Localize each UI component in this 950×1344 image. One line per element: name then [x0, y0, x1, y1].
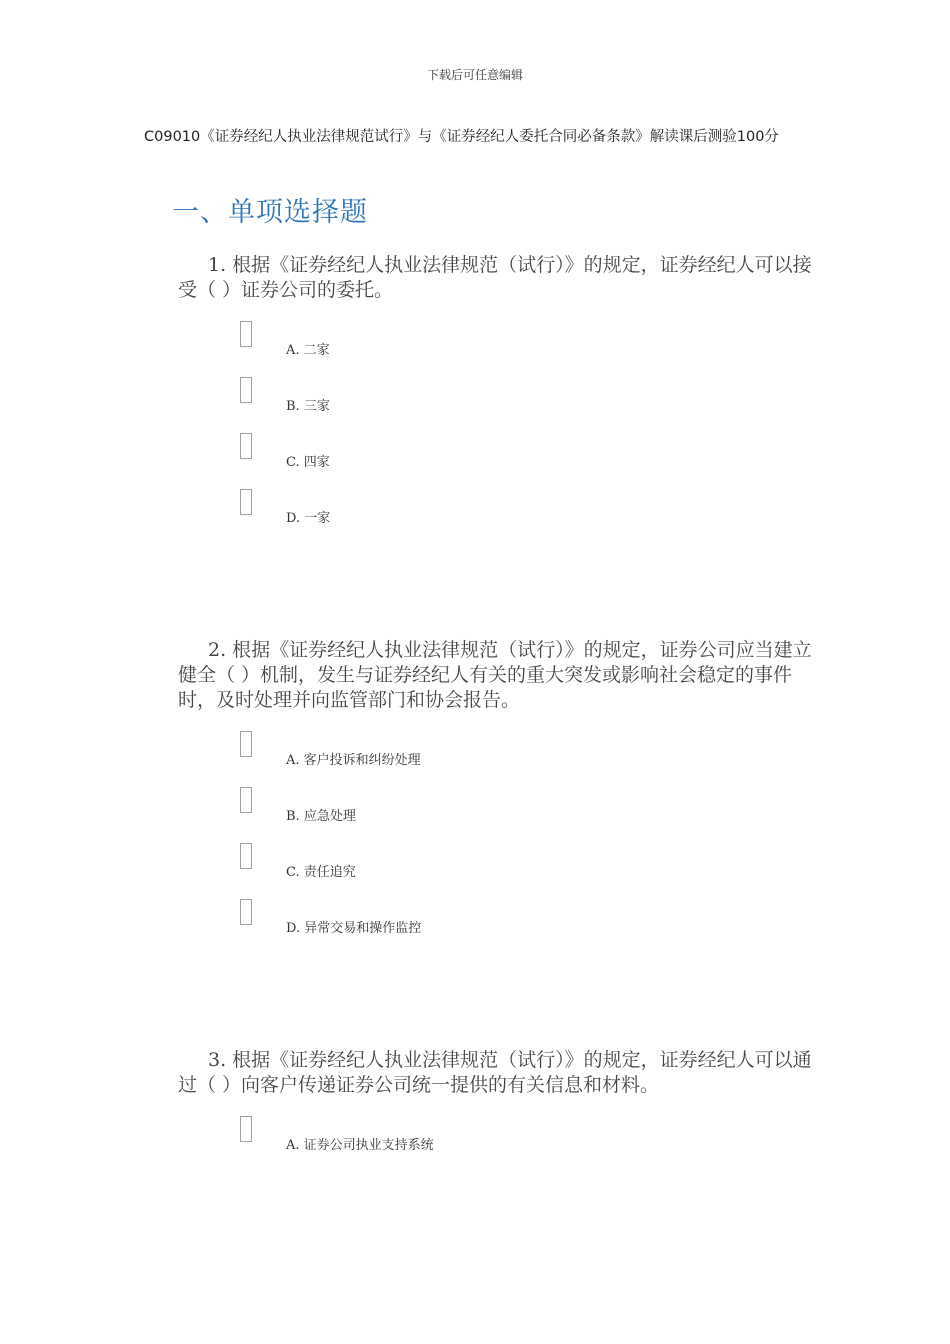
option-label: A. 证券公司执业支持系统 — [286, 1138, 434, 1153]
option-label: B. 应急处理 — [286, 809, 356, 824]
option-d[interactable] — [178, 899, 828, 955]
option-a[interactable] — [178, 731, 828, 787]
checkbox[interactable] — [240, 731, 252, 757]
checkbox[interactable] — [240, 321, 252, 347]
option-label: D. 异常交易和操作监控 — [286, 921, 422, 936]
options-list — [178, 731, 828, 955]
option-label: A. 二家 — [286, 343, 330, 358]
question-2 — [178, 638, 828, 955]
checkbox[interactable] — [240, 899, 252, 925]
checkbox[interactable] — [240, 377, 252, 403]
option-label: C. 责任追究 — [286, 865, 356, 880]
question-1 — [178, 253, 828, 545]
option-b[interactable] — [178, 787, 828, 843]
options-list — [178, 1116, 828, 1172]
option-c[interactable] — [178, 843, 828, 899]
question-text: 2. 根据《证券经纪人执业法律规范（试行）》的规定，证券公司应当建立健全（ ）机制，发生与证券经纪人有关的重大突发或影响社会稳定的事件时，及时处理并向监管部门和协会报告。 — [178, 639, 812, 711]
options-list — [178, 321, 828, 545]
option-label: B. 三家 — [286, 399, 330, 414]
section-heading: 一、单项选择题 — [172, 197, 368, 228]
checkbox[interactable] — [240, 489, 252, 515]
option-label: C. 四家 — [286, 455, 330, 470]
option-label: D. 一家 — [286, 511, 331, 526]
option-a[interactable] — [178, 321, 828, 377]
option-a[interactable] — [178, 1116, 828, 1172]
header-note: 下载后可任意编辑 — [426, 68, 523, 82]
option-c[interactable] — [178, 433, 828, 489]
question-3 — [178, 1048, 828, 1172]
document-title: C09010《证券经纪人执业法律规范试行》与《证券经纪人委托合同必备条款》解读课后测验100分 — [144, 129, 779, 145]
checkbox[interactable] — [240, 433, 252, 459]
question-text: 3. 根据《证券经纪人执业法律规范（试行）》的规定，证券经纪人可以通过（ ）向客户传递证券公司统一提供的有关信息和材料。 — [178, 1049, 812, 1096]
question-text: 1. 根据《证券经纪人执业法律规范（试行）》的规定，证券经纪人可以接受（ ）证券公司的委托。 — [178, 254, 812, 301]
checkbox[interactable] — [240, 1116, 252, 1142]
checkbox[interactable] — [240, 787, 252, 813]
checkbox[interactable] — [240, 843, 252, 869]
option-b[interactable] — [178, 377, 828, 433]
option-label: A. 客户投诉和纠纷处理 — [286, 753, 421, 768]
option-d[interactable] — [178, 489, 828, 545]
